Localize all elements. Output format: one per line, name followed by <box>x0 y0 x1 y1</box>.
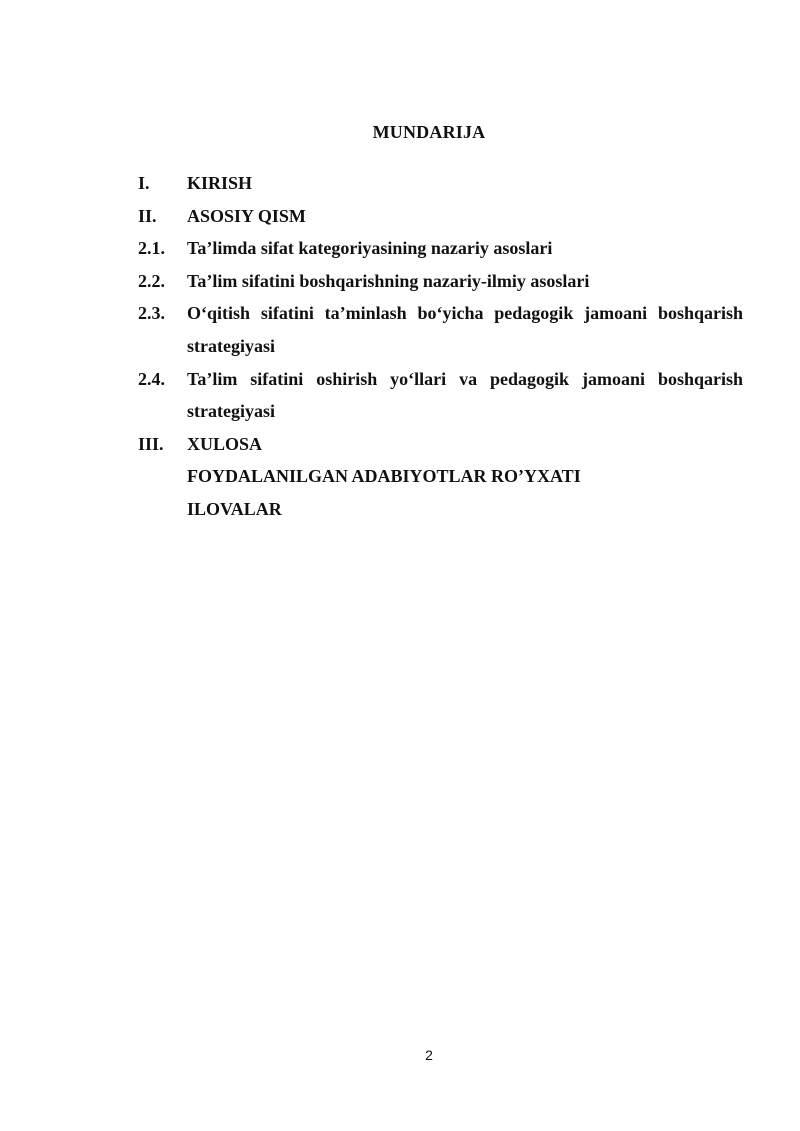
toc-item-label: ASOSIY QISM <box>187 205 306 226</box>
page-title: MUNDARIJA <box>372 122 486 142</box>
toc-item-number: I. <box>138 173 150 193</box>
page-number: 2 <box>425 1047 433 1063</box>
toc-item-label: FOYDALANILGAN ADABIYOTLAR RO’YXATI <box>187 466 581 487</box>
toc-item-main-part <box>138 200 743 233</box>
toc-item-number: 2.3. <box>138 303 165 324</box>
toc-item-section-2-2 <box>138 265 743 298</box>
toc-item-conclusion <box>138 428 743 461</box>
toc-item-label: Ta’limda sifat kategoriyasining nazariy asoslari <box>187 238 553 259</box>
toc-item-label: O‘qitish sifatini ta’minlash bo‘yicha pedagogik jamoani boshqarish strategiyasi <box>187 303 743 356</box>
toc-item-number: 2.1. <box>138 238 165 259</box>
table-of-contents <box>138 167 743 526</box>
toc-item-references <box>138 460 743 493</box>
toc-item-number: II. <box>138 205 157 226</box>
toc-item-introduction <box>138 167 743 200</box>
toc-item-label: Ta’lim sifatini boshqarishning nazariy-ilmiy asoslari <box>187 270 590 291</box>
toc-item-section-2-1 <box>138 232 743 265</box>
toc-item-label: XULOSA <box>187 433 263 454</box>
toc-item-label: Ta’lim sifatini oshirish yo‘llari va pedagogik jamoani boshqarish strategiyasi <box>187 368 743 422</box>
toc-item-appendices <box>138 493 743 526</box>
toc-item-section-2-3 <box>138 297 743 362</box>
toc-item-number: 2.2. <box>138 270 165 291</box>
toc-item-number: III. <box>138 433 164 454</box>
toc-item-label: KIRISH <box>187 173 253 193</box>
toc-item-section-2-4 <box>138 363 743 428</box>
toc-item-number: 2.4. <box>138 368 165 389</box>
toc-item-label: ILOVALAR <box>187 498 282 519</box>
